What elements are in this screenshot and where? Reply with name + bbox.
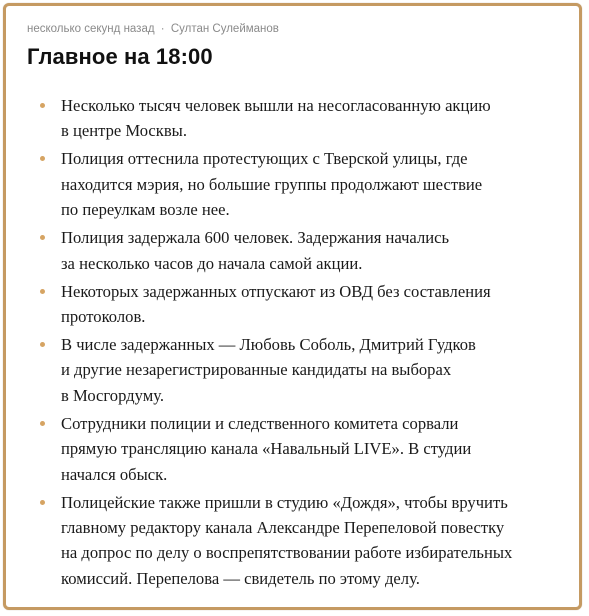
post-meta	[27, 23, 279, 35]
news-item-line: протоколов.	[61, 307, 146, 327]
post-time: несколько секунд назад	[27, 23, 155, 35]
news-item-line: главному редактору канала Александре Перепеловой повестку	[61, 518, 505, 538]
news-item-line: Сотрудники полиции и следственного комитета сорвали	[61, 413, 459, 433]
news-item-line: В числе задержанных — Любовь Соболь, Дмитрий Гудков	[61, 335, 476, 355]
news-item-line: начался обыск.	[61, 464, 168, 484]
post-title: Главное на 18:00	[27, 44, 213, 69]
bullet-dot-icon	[40, 235, 45, 240]
news-item	[27, 279, 572, 330]
bullet-dot-icon	[40, 342, 45, 347]
meta-separator: ·	[160, 23, 165, 35]
news-item-line: за несколько часов до начала самой акции.	[61, 253, 363, 273]
news-item-line: и другие незарегистрированные кандидаты на выборах	[61, 360, 452, 380]
news-item-line: прямую трансляцию канала «Навальный LIVE». В студии	[61, 439, 472, 459]
post-author[interactable]: Султан Сулейманов	[170, 23, 279, 35]
news-item-line: в Мосгордуму.	[61, 385, 164, 405]
news-post-card	[3, 3, 582, 610]
bullet-dot-icon	[40, 500, 45, 505]
news-item-line: Полицейские также пришли в студию «Дождя», чтобы вручить	[61, 492, 508, 512]
news-item	[27, 93, 572, 144]
news-item-line: Полиция оттеснила протестующих с Тверской улицы, где	[61, 149, 468, 169]
bullet-dot-icon	[40, 289, 45, 294]
bullet-dot-icon	[40, 421, 45, 426]
news-item	[27, 225, 572, 276]
news-item	[27, 146, 572, 222]
news-item	[27, 411, 572, 487]
bullet-dot-icon	[40, 156, 45, 161]
news-item-line: Некоторых задержанных отпускают из ОВД без составления	[61, 281, 491, 301]
news-bullet-list	[27, 93, 572, 594]
news-item-line: комиссий. Перепелова — свидетель по этому делу.	[61, 568, 420, 588]
news-item	[27, 490, 572, 592]
news-item-line: Полиция задержала 600 человек. Задержания начались	[61, 228, 450, 248]
news-item-line: на допрос по делу о воспрепятствовании работе избирательных	[61, 543, 513, 563]
news-item-line: Несколько тысяч человек вышли на несогласованную акцию	[61, 96, 491, 115]
news-item-line: по переулкам возле нее.	[61, 200, 230, 220]
bullet-dot-icon	[40, 103, 45, 108]
news-item-line: находится мэрия, но большие группы продолжают шествие	[61, 174, 483, 194]
news-item	[27, 332, 572, 408]
news-item-line: в центре Москвы.	[61, 121, 187, 141]
